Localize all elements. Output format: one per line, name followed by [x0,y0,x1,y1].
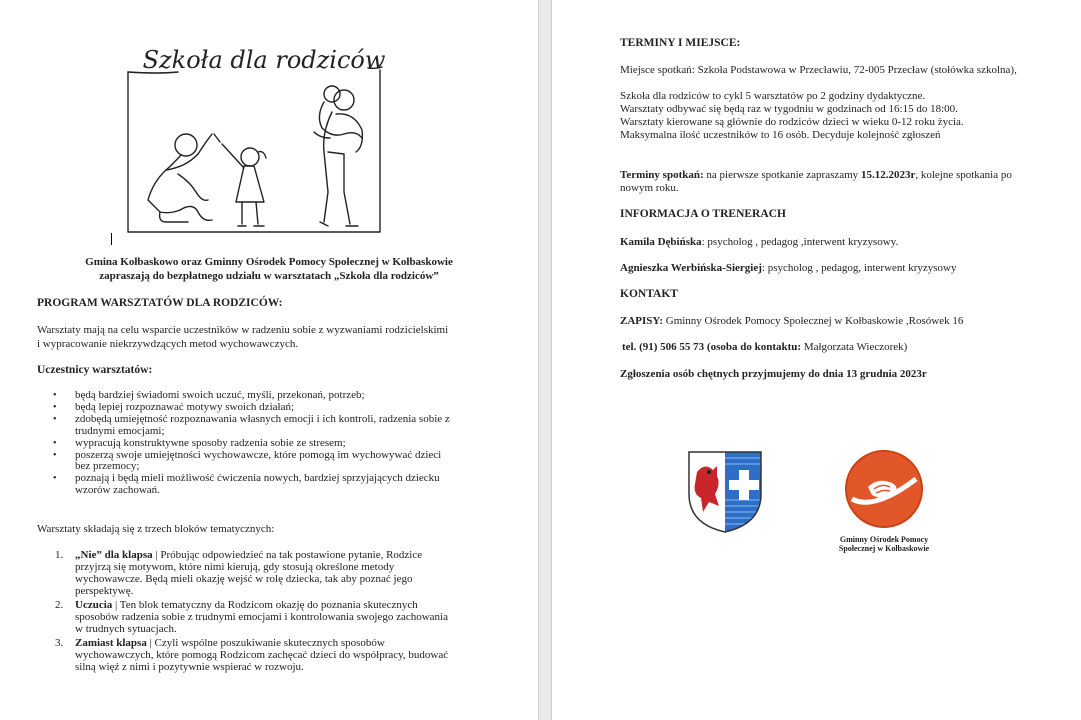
trainer-2: Agnieszka Werbińska-Siergiej: psycholog , pedagog, interwent kryzysowy [620,262,957,274]
info-line: Warsztaty odbywać się będą raz w tygodniu w godzinach od 16:15 do 18:00. [620,103,958,115]
document-page-left [0,0,538,720]
list-item: • będą bardziej świadomi swoich uczuć, myśli, przekonań, potrzeb; [37,390,507,402]
gops-logo [844,449,924,529]
contact-heading: KONTAKT [620,288,678,300]
gops-caption: Gminny Ośrodek Pomocy Społecznej w Kołbaskowie [838,535,930,553]
list-item: • poznają i będą mieli możliwość ćwiczenia nowych, bardziej sprzyjających dziecku wzorów zachowań. [37,473,507,497]
signup-line: ZAPISY: Gminny Ośrodek Pomocy Społecznej w Kołbaskowie ,Rosówek 16 [620,315,964,327]
list-item: • poszerzą swoje umiejętności wychowawcze, które pomogą im wychowywać dzieci bez przemocy; [37,450,507,474]
blocks-list [37,549,507,675]
list-item: • będą lepiej rozpoznawać motywy swoich działań; [37,402,507,414]
info-line: Warsztaty kierowane są głównie do rodziców dzieci w wieku 0-12 roku życia. [620,116,964,128]
trainer-1: Kamila Dębińska: psycholog , pedagog ,interwent kryzysowy. [620,236,899,248]
trainers-heading: INFORMACJA O TRENERACH [620,208,786,220]
text-cursor [111,233,112,245]
family-illustration [118,42,390,238]
phone-line: tel. (91) 506 55 73 (osoba do kontaktu: Małgorzata Wieczorek) [622,341,908,353]
blocks-intro: Warsztaty składają się z trzech bloków tematycznych: [37,523,275,535]
illustration-title: Szkoła dla rodziców [142,46,386,74]
coat-of-arms-logo [687,450,763,534]
intro-line-2: zapraszają do bezpłatnego udziału w warsztatach „Szkoła dla rodziców” [99,270,439,282]
list-item: 1. „Nie” dla klapsa | Próbując odpowiedzieć na tak postawione pytanie, Rodzice przyjrzą się motywom, które nimi kierują, gdy stosują określone metody wychowawcze. Będą mieli okazję wejść w rolę dziecka, tak aby poznać jego perspektywę. [55,549,423,597]
place-line: Miejsce spotkań: Szkoła Podstawowa w Przecławiu, 72-005 Przecław (stołówka szkolna), [620,64,1017,76]
program-desc-line-1: Warsztaty mają na celu wsparcie uczestników w radzeniu sobie z wyzwaniami rodzicielskimi [37,324,449,336]
deadline-line: Zgłoszenia osób chętnych przyjmujemy do dnia 13 grudnia 2023r [620,368,927,380]
info-line: Szkoła dla rodziców to cykl 5 warsztatów po 2 godziny dydaktyczne. [620,90,926,102]
participants-heading: Uczestnicy warsztatów: [37,364,153,376]
list-item: 2. Uczucia | Ten blok tematyczny da Rodzicom okazję do poznania skutecznych sposobów radzenia sobie z trudnymi emocjami i kontrolowania swojego zachowania w trudnych sytuacjach. [55,599,448,635]
dates-line-2: nowym roku. [620,182,679,194]
participants-list [37,390,507,497]
page-gap [538,0,552,720]
list-item: • zdobędą umiejętność rozpoznawania własnych emocji i ich kontroli, radzenia sobie z trudnymi emocjami; [37,414,507,438]
list-item: 3. Zamiast klapsa | Czyli wspólne poszukiwanie skutecznych sposobów wychowawczych, które pomogą Rodzicom zachęcać dzieci do współpracy, budować silną więź z nimi i pozytywnie wspierać w rozwoju. [55,637,449,673]
program-desc-line-2: i wypracowanie niekrzywdzących metod wychowawczych. [37,338,299,350]
document-page-right [552,0,1081,720]
dates-line: Terminy spotkań: na pierwsze spotkanie zapraszamy 15.12.2023r, kolejne spotkania po [620,169,1012,181]
list-item: • wypracują konstruktywne sposoby radzenia sobie ze stresem; [37,438,507,450]
terms-heading: TERMINY I MIEJSCE: [620,37,741,49]
intro-line-1: Gmina Kołbaskowo oraz Gminny Ośrodek Pomocy Społecznej w Kołbaskowie [85,256,453,268]
program-heading: PROGRAM WARSZTATÓW DLA RODZICÓW: [37,297,283,309]
info-line: Maksymalna ilość uczestników to 16 osób. Decyduje kolejność zgłoszeń [620,129,941,141]
